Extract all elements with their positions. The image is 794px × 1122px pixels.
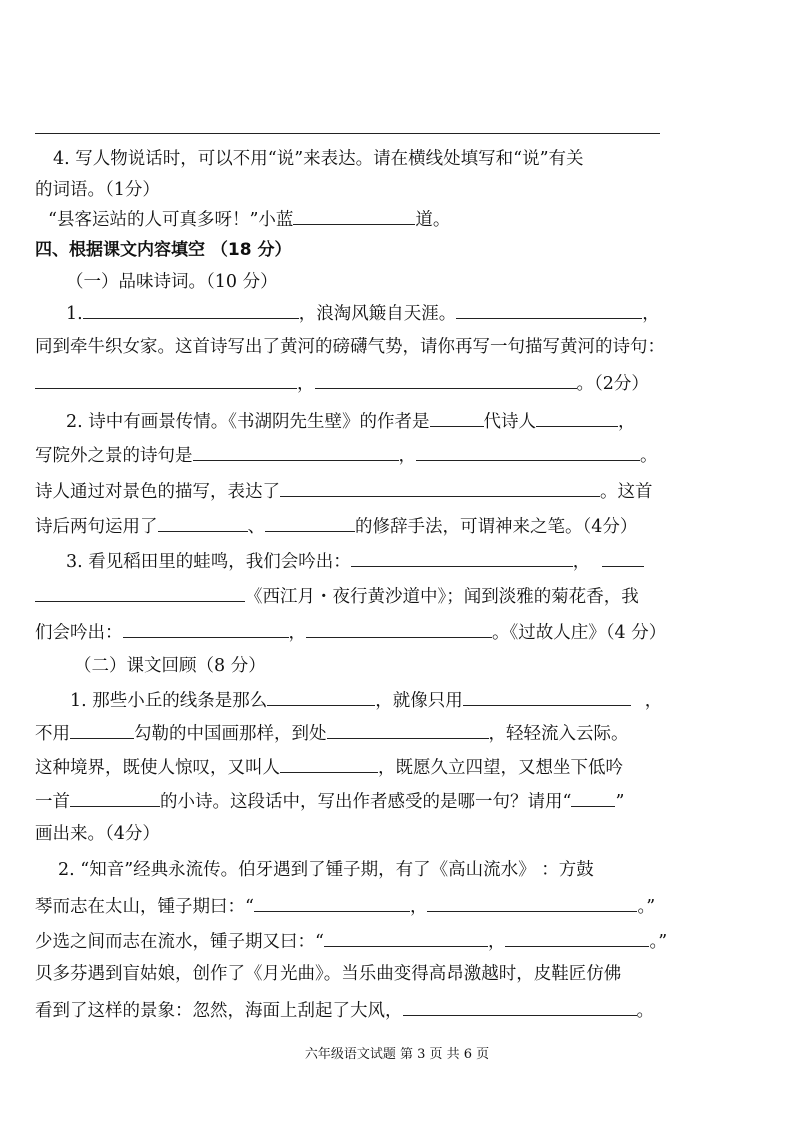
answer-blank[interactable] — [536, 408, 618, 427]
answer-blank[interactable] — [456, 300, 642, 319]
answer-blank[interactable] — [315, 370, 577, 389]
item4-line3: “县客运站的人可真多呀！”小蓝 道。 — [48, 206, 450, 232]
answer-blank[interactable] — [35, 583, 245, 602]
answer-blank[interactable] — [602, 548, 644, 567]
r2-line2: 琴而志在太山，锺子期曰：“ ， 。” — [35, 893, 655, 919]
r1-line3: 这种境界，既使人惊叹，又叫人 ，既愿久立四望，又想坐下低吟 — [35, 754, 623, 780]
answer-blank[interactable] — [35, 370, 297, 389]
answer-blank[interactable] — [463, 687, 631, 706]
r1-line4: 一首 的小诗。这段话中，写出作者感受的是哪一句？请用“ ” — [35, 788, 624, 814]
subsection-title-poetry: （一）品味诗词。（10 分） — [66, 272, 278, 292]
r2-line5: 看到了这样的景象：忽然，海面上刮起了大风， 。 — [35, 997, 654, 1023]
r1-line5: 画出来。（4分） — [35, 824, 160, 844]
answer-blank[interactable] — [403, 997, 637, 1016]
q2-line1: 2. 诗中有画景传情。《书湖阴先生壁》的作者是 代诗人 ， — [66, 408, 636, 434]
answer-blank[interactable] — [265, 513, 355, 532]
q2-line4: 诗后两句运用了 、 的修辞手法，可谓神来之笔。（4分） — [35, 513, 637, 539]
answer-blank[interactable] — [571, 788, 615, 807]
answer-blank[interactable] — [254, 893, 410, 912]
answer-blank[interactable] — [293, 206, 415, 225]
page-footer: 六年级语文试题 第 3 页 共 6 页 — [304, 1047, 490, 1062]
answer-blank[interactable] — [70, 720, 134, 739]
answer-blank[interactable] — [351, 548, 573, 567]
q2-line3: 诗人通过对景色的描写，表达了 。这首 — [35, 478, 653, 504]
answer-blank[interactable] — [430, 408, 484, 427]
r1-line1: 1. 那些小丘的线条是那么 ，就像只用 ， — [70, 687, 662, 713]
answer-blank[interactable] — [306, 619, 492, 638]
item4-line2: 的词语。（1分） — [35, 180, 160, 200]
q3-line1: 3. 看见稻田里的蛙鸣，我们会吟出： ， — [66, 548, 644, 574]
subsection-title-review: （二）课文回顾（8 分） — [74, 656, 266, 676]
answer-blank[interactable] — [324, 928, 488, 947]
answer-blank[interactable] — [70, 788, 160, 807]
answer-blank[interactable] — [280, 754, 378, 773]
section-title: 四、根据课文内容填空 （18 分） — [35, 240, 292, 260]
answer-blank[interactable] — [416, 442, 640, 461]
answer-blank[interactable] — [280, 478, 600, 497]
q3-line2: 《西江月・夜行黄沙道中》；闻到淡雅的菊花香，我 — [35, 583, 639, 609]
item4-line1: 4. 写人物说话时，可以不用“说”来表达。请在横线处填写和“说”有关 — [53, 149, 584, 169]
top-divider — [35, 133, 660, 134]
answer-blank[interactable] — [193, 442, 399, 461]
answer-blank[interactable] — [158, 513, 248, 532]
answer-blank[interactable] — [427, 893, 637, 912]
answer-blank[interactable] — [267, 687, 375, 706]
q1-line2: 同到牵牛织女家。这首诗写出了黄河的磅礴气势，请你再写一句描写黄河的诗句： — [35, 337, 665, 357]
r2-line1: 2. “知音”经典永流传。伯牙遇到了锺子期，有了《高山流水》 ：方鼓 — [58, 860, 594, 880]
answer-blank[interactable] — [123, 619, 289, 638]
answer-blank[interactable] — [327, 720, 489, 739]
r2-line3: 少选之间而志在流水，锺子期又曰：“ ， 。” — [35, 928, 667, 954]
q1-line1: 1. ，浪淘风簸自天涯。 ， — [66, 300, 660, 326]
answer-blank[interactable] — [505, 928, 649, 947]
r2-line4: 贝多芬遇到盲姑娘，创作了《月光曲》。当乐曲变得高昂激越时，皮鞋匠仿佛 — [35, 964, 622, 984]
answer-blank[interactable] — [83, 300, 299, 319]
q1-line3: ， 。（2分） — [35, 370, 649, 396]
r1-line2: 不用 勾勒的中国画那样，到处 ，轻轻流入云际。 — [35, 720, 629, 746]
q3-line3: 们会吟出： ， 。《过故人庄》（4 分） — [35, 619, 666, 645]
q2-line2: 写院外之景的诗句是 ， 。 — [35, 442, 658, 468]
